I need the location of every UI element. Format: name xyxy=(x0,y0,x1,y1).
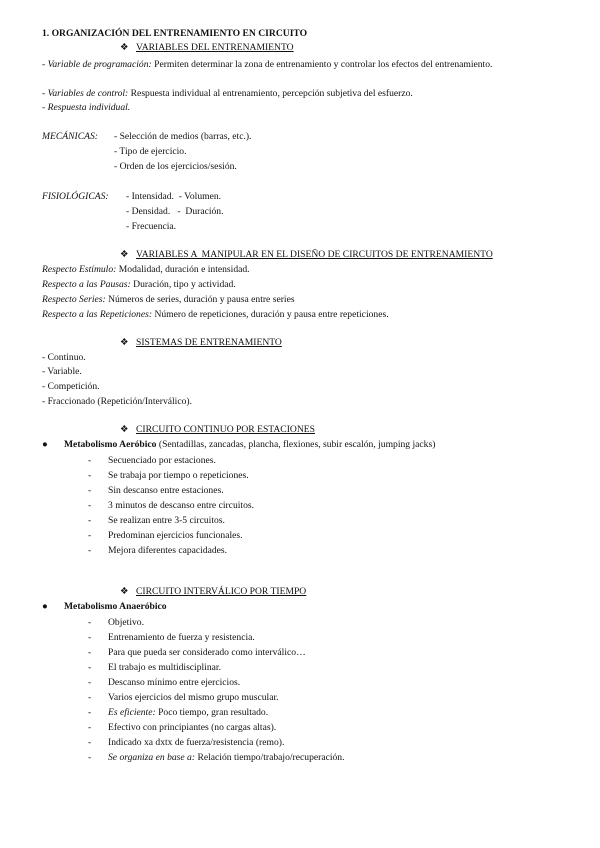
list-item: - Es eficiente: Poco tiempo, gran resultado. xyxy=(88,707,269,718)
fisiologicas-label: FISIOLÓGICAS: xyxy=(42,191,109,202)
respecto-row: Respecto Estímulo: Modalidad, duración e intensidad. xyxy=(42,264,250,275)
mecanicas-item: - Selección de medios (barras, etc.). xyxy=(114,131,252,142)
list-item: - Descanso mínimo entre ejercicios. xyxy=(88,677,241,688)
fisiologicas-item: - Densidad. - Duración. xyxy=(126,206,224,217)
list-item: - Objetivo. xyxy=(88,617,144,628)
diamond-icon: ❖ xyxy=(120,586,129,597)
mecanicas-item: - Tipo de ejercicio. xyxy=(114,146,187,157)
list-item: - Predominan ejercicios funcionales. xyxy=(88,530,243,541)
section-heading-sistemas: ❖ SISTEMAS DE ENTRENAMIENTO xyxy=(120,337,282,348)
fisiologicas-item: - Frecuencia. xyxy=(126,221,177,232)
fisiologicas-item: - Intensidad. - Volumen. xyxy=(126,191,222,202)
diamond-icon: ❖ xyxy=(120,337,129,348)
list-item: - Se trabaja por tiempo o repeticiones. xyxy=(88,470,249,481)
section-heading-intervalico: ❖ CIRCUITO INTERVÁLICO POR TIEMPO xyxy=(120,586,307,597)
diamond-icon: ❖ xyxy=(120,249,129,260)
bullet-icon: ● xyxy=(42,601,48,612)
page-title: 1. ORGANIZACIÓN DEL ENTRENAMIENTO EN CIRCUITO xyxy=(42,28,308,39)
list-item: - 3 minutos de descanso entre circuitos. xyxy=(88,500,255,511)
list-item: - Se organiza en base a: Relación tiempo/trabajo/recuperación. xyxy=(88,752,345,763)
sistema-item: - Competición. xyxy=(42,381,100,392)
list-item: - Mejora diferentes capacidades. xyxy=(88,545,228,556)
respecto-row: Respecto a las Repeticiones: Número de repeticiones, duración y pausa entre repeticiones. xyxy=(42,309,389,320)
resp-individual-line: - Respuesta individual. xyxy=(42,102,131,113)
section-heading-manipular: ❖ VARIABLES A MANIPULAR EN EL DISEÑO DE CIRCUITOS DE ENTRENAMIENTO xyxy=(120,249,493,260)
section-heading-continuo: ❖ CIRCUITO CONTINUO POR ESTACIONES xyxy=(120,424,315,435)
sistema-item: - Continuo. xyxy=(42,352,86,363)
prog-variable-paragraph: - Variable de programación: Permiten determinar la zona de entrenamiento y controlar los efectos del entrenamiento. xyxy=(42,59,493,70)
diamond-icon: ❖ xyxy=(120,424,129,435)
list-item: - Para que pueda ser considerado como interválico… xyxy=(88,647,306,658)
sistema-item: - Variable. xyxy=(42,366,82,377)
list-item: - Efectivo con principiantes (no cargas altas). xyxy=(88,722,277,733)
section-heading-variables: ❖ VARIABLES DEL ENTRENAMIENTO xyxy=(120,42,294,53)
bullet-icon: ● xyxy=(42,439,48,450)
bullet-anaerobico: ● Metabolismo Anaeróbico xyxy=(42,601,167,612)
list-item: - El trabajo es multidisciplinar. xyxy=(88,662,221,673)
list-item: - Entrenamiento de fuerza y resistencia. xyxy=(88,632,255,643)
mecanicas-item: - Orden de los ejercicios/sesión. xyxy=(114,161,237,172)
diamond-icon: ❖ xyxy=(120,42,129,53)
list-item: - Secuenciado por estaciones. xyxy=(88,455,216,466)
respecto-row: Respecto a las Pausas: Duración, tipo y actividad. xyxy=(42,279,236,290)
control-variable-line: - Variables de control: Respuesta individual al entrenamiento, percepción subjetiva del esfuerzo. xyxy=(42,88,413,99)
bullet-aerobico: ● Metabolismo Aeróbico (Sentadillas, zancadas, plancha, flexiones, subir escalón, jumping jacks) xyxy=(42,439,436,450)
list-item: - Varios ejercicios del mismo grupo muscular. xyxy=(88,692,279,703)
mecanicas-label: MECÁNICAS: xyxy=(42,131,98,142)
list-item: - Se realizan entre 3-5 circuitos. xyxy=(88,515,225,526)
list-item: - Indicado xa dxtx de fuerza/resistencia (remo). xyxy=(88,737,285,748)
respecto-row: Respecto Series: Números de series, duración y pausa entre series xyxy=(42,294,295,305)
sistema-item: - Fraccionado (Repetición/Interválico). xyxy=(42,396,192,407)
list-item: - Sin descanso entre estaciones. xyxy=(88,485,224,496)
